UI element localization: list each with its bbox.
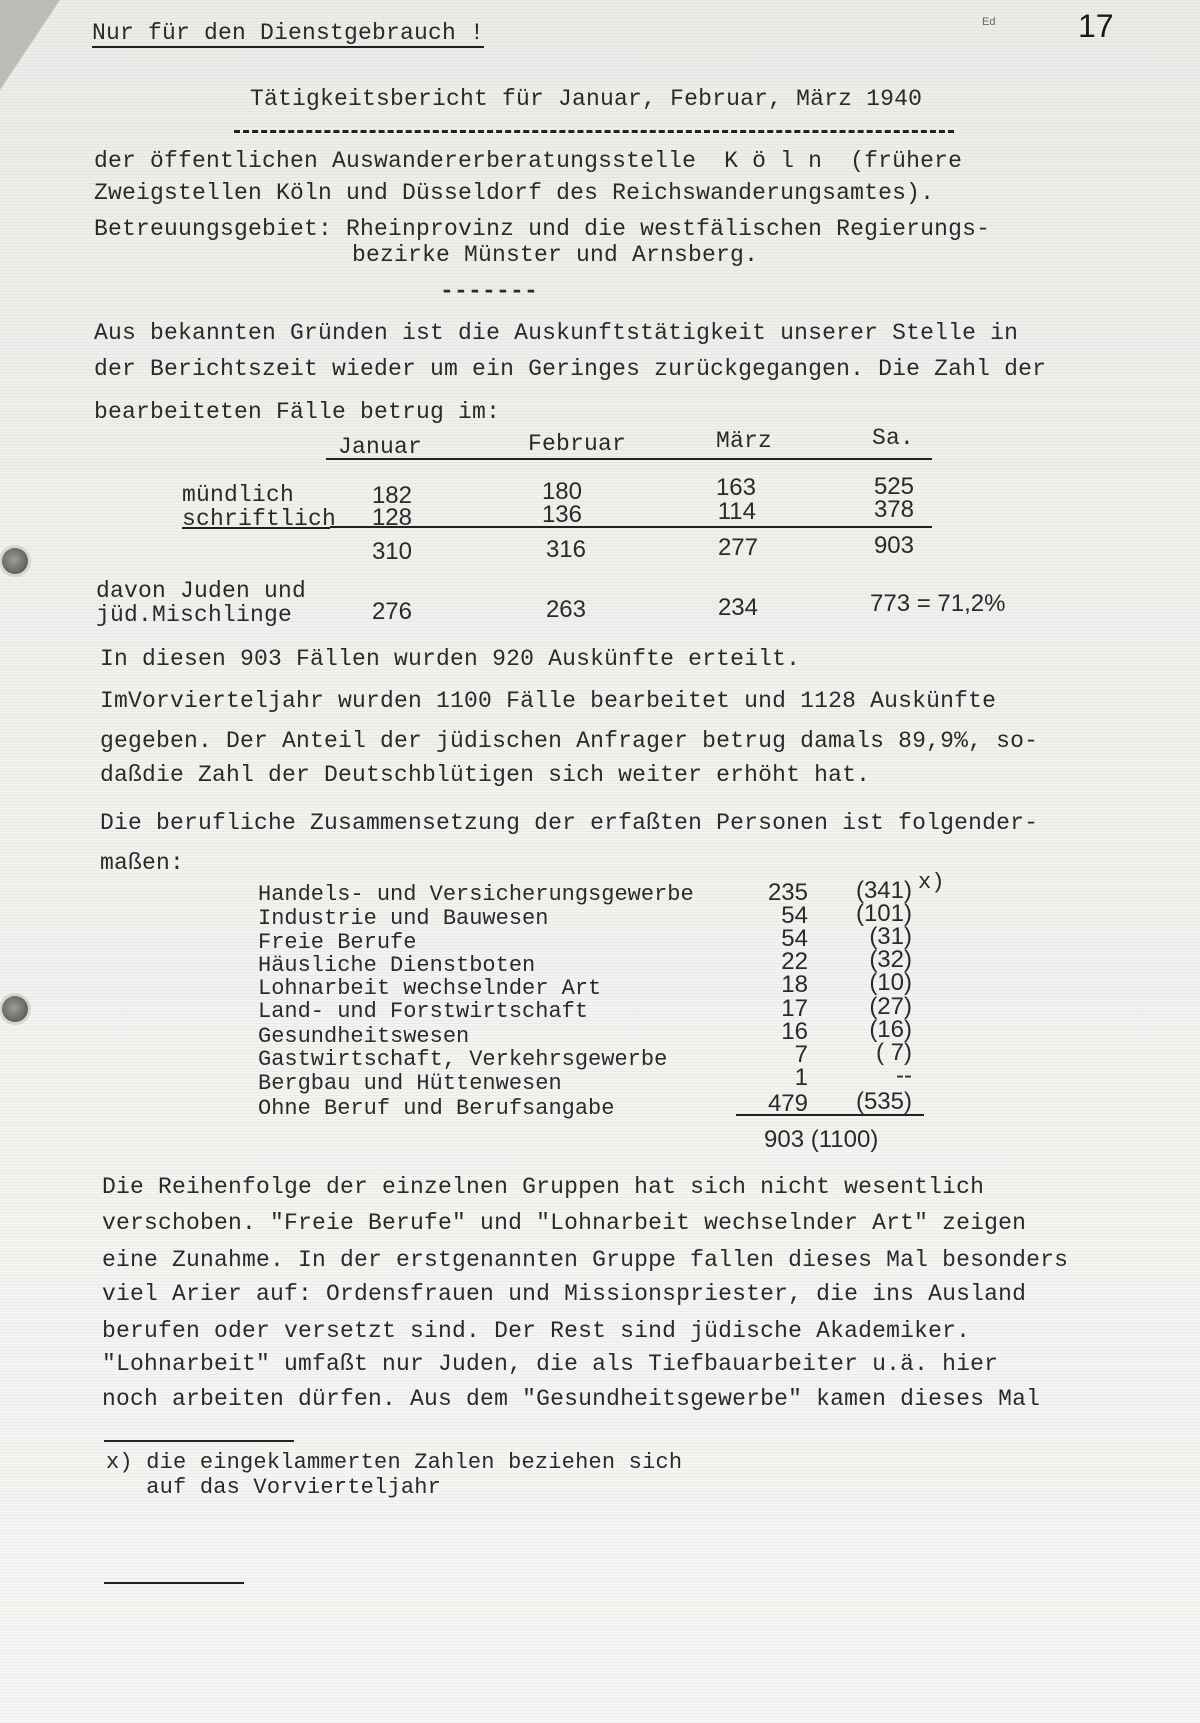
cell-value: 276 [371, 598, 412, 625]
paragraph-line: der Berichtszeit wieder um ein Geringes zurückgegangen. Die Zahl der [94, 356, 1047, 382]
folded-corner [0, 0, 60, 90]
footnote-line: x) die eingeklammerten Zahlen beziehen sich [106, 1450, 683, 1475]
current-count: 54 [781, 925, 808, 952]
punch-hole [2, 996, 28, 1022]
paragraph-line: bearbeiteten Fälle betrug im: [94, 399, 501, 425]
previous-count: (341) [855, 877, 912, 904]
paragraph-line: noch arbeiten dürfen. Aus dem "Gesundheitsgewerbe" kamen dieses Mal [102, 1386, 1041, 1412]
current-count: 16 [781, 1018, 808, 1045]
cell-value: 234 [717, 594, 758, 621]
occupation-name: Land- und Forstwirtschaft [258, 999, 589, 1024]
paragraph-line: ImVorvierteljahr wurden 1100 Fälle bearbeitet und 1128 Auskünfte [100, 688, 997, 714]
total-value: 310 [371, 538, 412, 565]
previous-count: (31) [869, 923, 912, 950]
current-count: 54 [781, 902, 808, 929]
page-number: 17 [1078, 8, 1114, 44]
current-count: 22 [781, 948, 808, 975]
cell-value: 128 [371, 504, 412, 531]
cell-value: 180 [541, 478, 582, 505]
previous-count: -- [896, 1062, 912, 1089]
header-rule [326, 458, 932, 460]
previous-count: (32) [869, 946, 912, 973]
occupation-name: Gastwirtschaft, Verkehrsgewerbe [258, 1047, 668, 1072]
occupation-name: Handels- und Versicherungsgewerbe [258, 882, 694, 907]
row-label: jüd.Mischlinge [96, 602, 293, 628]
occupation-name: Ohne Beruf und Berufsangabe [258, 1096, 615, 1121]
total-value: 903 [873, 532, 914, 559]
intro-line: der öffentlichen Auswandererberatungsstelle K ö l n (frühere [94, 148, 963, 174]
paragraph-line: maßen: [100, 850, 185, 876]
intro-line: bezirke Münster und Arnsberg. [352, 242, 759, 268]
column-header: März [716, 428, 773, 454]
cell-value: 263 [545, 596, 586, 623]
cell-value: 136 [541, 501, 582, 528]
occupation-name: Häusliche Dienstboten [258, 953, 536, 978]
current-count: 17 [781, 995, 808, 1022]
footnote-marker: x) [918, 870, 945, 895]
current-count: 7 [794, 1041, 808, 1068]
footnote-line: auf das Vorvierteljahr [106, 1475, 442, 1500]
paragraph-line: berufen oder versetzt sind. Der Rest sind jüdische Akademiker. [102, 1318, 971, 1344]
cell-value: 182 [371, 482, 412, 509]
punch-hole [2, 548, 28, 574]
occupation-name: Lohnarbeit wechselnder Art [258, 976, 602, 1001]
column-header: Februar [528, 431, 627, 457]
paragraph-line: gegeben. Der Anteil der jüdischen Anfrager betrug damals 89,9%, so- [100, 728, 1039, 754]
paragraph-line: Die berufliche Zusammensetzung der erfaßten Personen ist folgender- [100, 810, 1039, 836]
paragraph-line: verschoben. "Freie Berufe" und "Lohnarbeit wechselnder Art" zeigen [102, 1210, 1027, 1236]
current-count: 479 [767, 1090, 808, 1117]
current-count: 1 [794, 1064, 808, 1091]
paragraph-line: viel Arier auf: Ordensfrauen und Missionspriester, die ins Ausland [102, 1281, 1027, 1307]
previous-count: (10) [869, 969, 912, 996]
paragraph-line: eine Zunahme. In der erstgenannten Gruppe fallen dieses Mal besonders [102, 1247, 1069, 1273]
current-count: 235 [767, 879, 808, 906]
previous-count: (101) [855, 900, 912, 927]
paragraph-line: daßdie Zahl der Deutschblütigen sich weiter erhöht hat. [100, 762, 871, 788]
restriction-note: Nur für den Dienstgebrauch ! [92, 20, 485, 46]
section-separator: ------- [440, 278, 539, 304]
row-label: mündlich [182, 482, 295, 508]
title-underline [234, 130, 954, 133]
previous-count: (16) [869, 1016, 912, 1043]
column-header: Sa. [872, 425, 915, 451]
occupation-name: Bergbau und Hüttenwesen [258, 1071, 562, 1096]
intro-line: Betreuungsgebiet: Rheinprovinz und die westfälischen Regierungs- [94, 216, 991, 242]
row-label: schriftlich [182, 506, 337, 532]
total-value: 277 [717, 534, 758, 561]
footnote-rule [104, 1582, 244, 1584]
cell-value: 114 [717, 498, 756, 525]
paragraph-line: Die Reihenfolge der einzelnen Gruppen hat sich nicht wesentlich [102, 1174, 985, 1200]
footnote-rule [104, 1440, 294, 1442]
cell-value: 525 [873, 473, 914, 500]
total-value: 316 [545, 536, 586, 563]
intro-line: Zweigstellen Köln und Düsseldorf des Reichswanderungsamtes). [94, 180, 935, 206]
previous-count: (27) [869, 993, 912, 1020]
occupation-name: Freie Berufe [258, 930, 417, 955]
report-title: Tätigkeitsbericht für Januar, Februar, März 1940 [250, 86, 923, 112]
row-label: davon Juden und [96, 578, 307, 604]
column-header: Januar [338, 434, 423, 460]
previous-count: ( 7) [876, 1039, 912, 1066]
paragraph-line: In diesen 903 Fällen wurden 920 Auskünfte erteilt. [100, 646, 801, 672]
occupation-name: Gesundheitswesen [258, 1024, 470, 1049]
paragraph-line: Aus bekannten Gründen ist die Auskunftstätigkeit unserer Stelle in [94, 320, 1019, 346]
cell-value: 378 [873, 496, 914, 523]
label-underline [182, 527, 330, 529]
cell-value: 163 [715, 474, 756, 501]
current-count: 18 [781, 971, 808, 998]
occupation-total: 903 (1100) [764, 1126, 879, 1153]
stamp-mark: Ed [982, 16, 996, 28]
occupation-name: Industrie und Bauwesen [258, 906, 549, 931]
paragraph-line: "Lohnarbeit" umfaßt nur Juden, die als Tiefbauarbeiter u.ä. hier [102, 1351, 999, 1377]
previous-count: (535) [855, 1088, 912, 1115]
sum-rule [736, 1114, 924, 1116]
cell-value: 773 = 71,2% [870, 590, 1006, 617]
sum-rule [330, 526, 932, 528]
